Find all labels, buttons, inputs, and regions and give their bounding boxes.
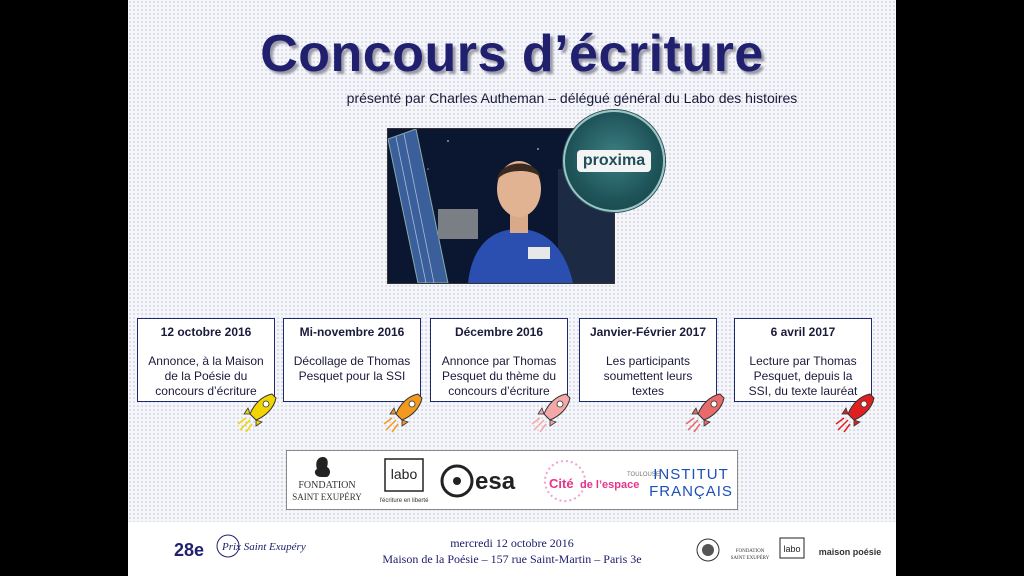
footer-prix: Prix Saint Exupéry <box>222 541 306 553</box>
timeline-date: 6 avril 2017 <box>770 325 836 339</box>
rocket-icon <box>834 390 878 434</box>
timeline-date: Janvier-Février 2017 <box>589 325 707 339</box>
proxima-badge <box>563 110 665 212</box>
cite-city: TOULOUSE <box>627 472 660 478</box>
timeline-text: Lecture par Thomas Pesquet, depuis la SSI, du texte lauréat <box>748 354 858 398</box>
slide <box>128 0 896 576</box>
footer-edition: 28e <box>174 540 205 560</box>
footer-address: Maison de la Poésie – 157 rue Saint-Martin – Paris 3e <box>382 552 642 566</box>
institut-line1: INSTITUT <box>653 466 729 483</box>
footer-labo: labo <box>783 544 801 554</box>
institut-line2: FRANÇAIS <box>649 483 733 500</box>
proxima-label: proxima <box>577 150 651 172</box>
partner-logos <box>286 450 738 510</box>
footer-maison-poesie: maison poésie <box>818 547 882 557</box>
footer-fondation2: SAINT EXUPÉRY <box>730 556 770 561</box>
timeline-text: Décollage de Thomas Pesquet pour la SSI <box>293 354 411 383</box>
slide-title: Concours d’écriture <box>260 25 764 83</box>
fondation-line1: FONDATION <box>298 480 356 491</box>
footer-date: mercredi 12 octobre 2016 <box>450 536 574 550</box>
footer <box>128 522 896 576</box>
institut-francais-logo <box>649 466 733 500</box>
timeline-date: Mi-novembre 2016 <box>299 325 405 339</box>
cite-main: de l’espace <box>580 479 640 491</box>
labo-logo <box>380 459 429 504</box>
rocket-icon <box>382 390 426 434</box>
cite-espace-logo <box>545 461 660 501</box>
timeline-date: Décembre 2016 <box>454 325 544 339</box>
fondation-line2: SAINT EXUPÉRY <box>292 492 362 502</box>
timeline-date: 12 octobre 2016 <box>160 325 252 339</box>
slide-subtitle: présenté par Charles Autheman – délégué général du Labo des histoires <box>346 90 798 106</box>
rocket-icon <box>684 390 728 434</box>
timeline-text: Les participants soumettent leurs textes <box>603 354 693 398</box>
timeline-text: Annonce par Thomas Pesquet du thème du concours d’écriture <box>441 354 557 398</box>
labo-sub: l'écriture en liberté <box>379 498 429 504</box>
esa-logo <box>442 466 516 496</box>
rocket-icon <box>530 390 574 434</box>
partner-logos-art <box>287 451 739 511</box>
timeline-text: Annonce, à la Maison de la Poésie du concours d’écriture <box>148 354 264 398</box>
rocket-icon <box>236 390 280 434</box>
footer-fondation: FONDATION <box>735 549 765 554</box>
esa-text: esa <box>475 468 516 495</box>
cite-prefix: Cité <box>549 476 574 491</box>
fondation-logo <box>292 457 362 502</box>
labo-text: labo <box>390 466 418 482</box>
